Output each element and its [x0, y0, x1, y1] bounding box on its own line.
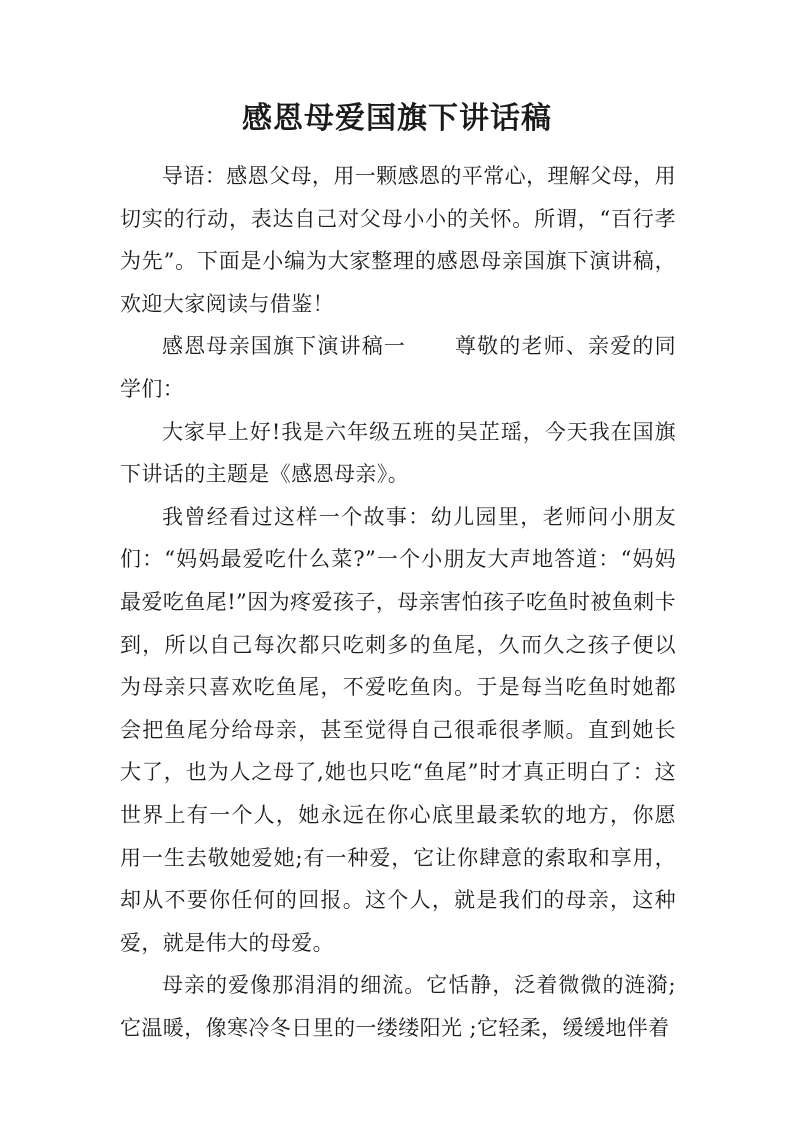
paragraph-intro: 导语：感恩父母，用一颗感恩的平常心，理解父母，用切实的行动，表达自己对父母小小的关怀。所谓，“百行孝为先”。下面是小编为大家整理的感恩母亲国旗下演讲稿，欢迎大家阅读与借鉴！ — [120, 164, 676, 316]
paragraph-mother-love: 母亲的爱像那涓涓的细流。它恬静，泛着微微的涟漪;它温暖，像寒冷冬日里的一缕缕阳光 ;它轻柔，缓缓地伴着 — [120, 973, 676, 1040]
document-body — [120, 155, 676, 1049]
paragraph-speech-heading — [120, 325, 676, 410]
paragraph-greeting: 大家早上好!我是六年级五班的吴芷瑶，今天我在国旗下讲话的主题是《感恩母亲》。 — [120, 419, 676, 487]
paragraph-story: 我曾经看过这样一个故事：幼儿园里，老师问小朋友们：“妈妈最爱吃什么菜?”一个小朋友大声地答道：“妈妈最爱吃鱼尾!”因为疼爱孩子，母亲害怕孩子吃鱼时被鱼刺卡到，所以自己每次都只吃刺多的鱼尾，久而久之孩子便以为母亲只喜欢吃鱼尾，不爱吃鱼肉。于是每当吃鱼时她都会把鱼尾分给母亲，甚至觉得自己很乖很孝顺。直到她长大了，也为人之母了,她也只吃“鱼尾”时才真正明白了：这世界上有一个人，她永远在你心底里最柔软的地方，你愿用一生去敬她爱她;有一种爱，它让你肆意的索取和享用，却从不要你任何的回报。这个人，就是我们的母亲，这种爱，就是伟大的母爱。 — [120, 504, 676, 955]
speech-title: 感恩母亲国旗下演讲稿一 — [162, 334, 407, 359]
document-title: 感恩母爱国旗下讲话稿 — [242, 101, 552, 136]
speech-salutation: 尊敬的老师、亲爱的同学们： — [120, 334, 676, 401]
